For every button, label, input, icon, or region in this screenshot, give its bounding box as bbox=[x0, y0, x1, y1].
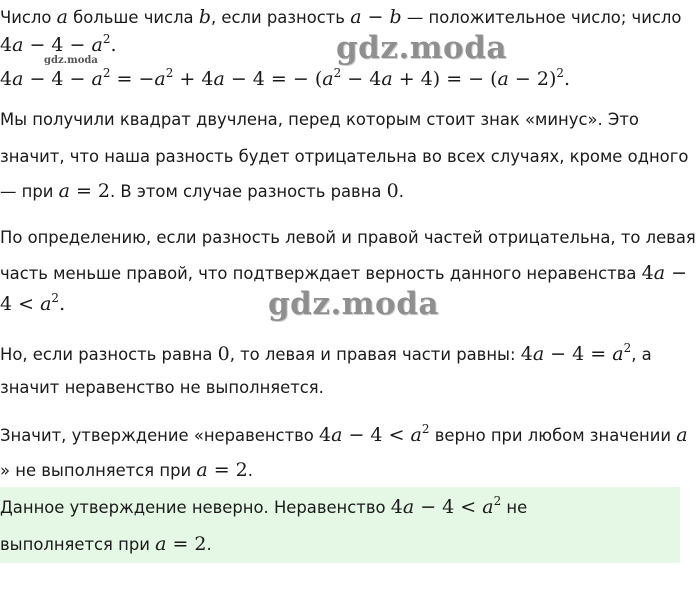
paragraph-line bbox=[0, 459, 253, 481]
text-fragment: больше числа bbox=[67, 8, 199, 27]
text-fragment: , а bbox=[631, 345, 652, 364]
math-a-equals-2: a = 2 bbox=[58, 180, 111, 202]
paragraph-line bbox=[0, 340, 652, 365]
text-fragment: Значит, утверждение «неравенство bbox=[0, 426, 320, 445]
watermark-middle: gdz.moda bbox=[268, 286, 439, 322]
text-fragment: , то левая и правая части равны: bbox=[229, 345, 521, 364]
math-a-equals-2: a = 2 bbox=[155, 533, 207, 555]
paragraph-line bbox=[0, 421, 688, 446]
text-fragment: Но, если разность равна bbox=[0, 345, 218, 364]
paragraph-line: значит неравенство не выполняется. bbox=[0, 378, 324, 397]
math-b: b bbox=[198, 6, 211, 28]
paragraph-line: Мы получили квадрат двучлена, перед которым стоит знак «минус». Это bbox=[0, 110, 639, 129]
text-fragment: верно при любом значении bbox=[429, 426, 677, 445]
text-fragment: . bbox=[398, 182, 404, 201]
math-equality: $4a - 4 = a^2$ bbox=[520, 340, 632, 365]
paragraph-line: По определению, если разность левой и правой частей отрицательна, то левая bbox=[0, 228, 696, 247]
math-inequality: $4a - 4 < a^2$ bbox=[390, 493, 502, 518]
math-inequality-start: 4a − bbox=[641, 262, 688, 284]
statement-line bbox=[0, 6, 681, 28]
watermark-top: gdz.moda bbox=[336, 30, 507, 66]
math-a-equals-2: a = 2 bbox=[196, 459, 248, 481]
text-fragment: — при bbox=[0, 182, 59, 201]
text-fragment: . bbox=[206, 535, 212, 554]
math-zero: 0 bbox=[386, 180, 399, 202]
text-fragment: , если разность bbox=[210, 8, 351, 27]
text-fragment: Данное утверждение неверно. Неравенство bbox=[0, 498, 391, 517]
text-fragment: часть меньше правой, что подтверждает верность данного неравенства bbox=[0, 264, 642, 283]
paragraph-line bbox=[0, 180, 404, 202]
text-fragment: . bbox=[247, 461, 253, 480]
paragraph-line bbox=[0, 262, 687, 284]
answer-line bbox=[0, 533, 212, 555]
text-fragment: выполняется при bbox=[0, 535, 156, 554]
text-fragment: » не выполняется при bbox=[0, 461, 197, 480]
text-fragment: . В этом случае разность равна bbox=[110, 182, 387, 201]
text-fragment: — положительное число; число bbox=[401, 8, 682, 27]
answer-box bbox=[0, 487, 680, 563]
math-zero: 0 bbox=[217, 343, 230, 365]
math-difference: a − b bbox=[350, 6, 402, 28]
paragraph-line: значит, что наша разность будет отрицательна во всех случаях, кроме одного bbox=[0, 147, 689, 166]
answer-line bbox=[0, 493, 528, 518]
watermark-small: gdz.moda bbox=[44, 55, 98, 66]
math-inequality: $4a - 4 < a^2$ bbox=[319, 421, 430, 446]
text-fragment: не bbox=[501, 498, 528, 517]
math-a: a bbox=[56, 6, 68, 28]
math-a: a bbox=[676, 424, 688, 446]
transformation-line: $4a - 4 - a^2 = -a^2 + 4a - 4$ = − $(a^2 - 4a + 4)$ = − $(a - 2)^2$. bbox=[0, 65, 571, 90]
text-fragment: Число bbox=[0, 8, 57, 27]
math-inequality-end: $4 < a^2$. bbox=[0, 290, 66, 315]
expression-line: $4a - 4 - a^2$. bbox=[0, 31, 117, 56]
